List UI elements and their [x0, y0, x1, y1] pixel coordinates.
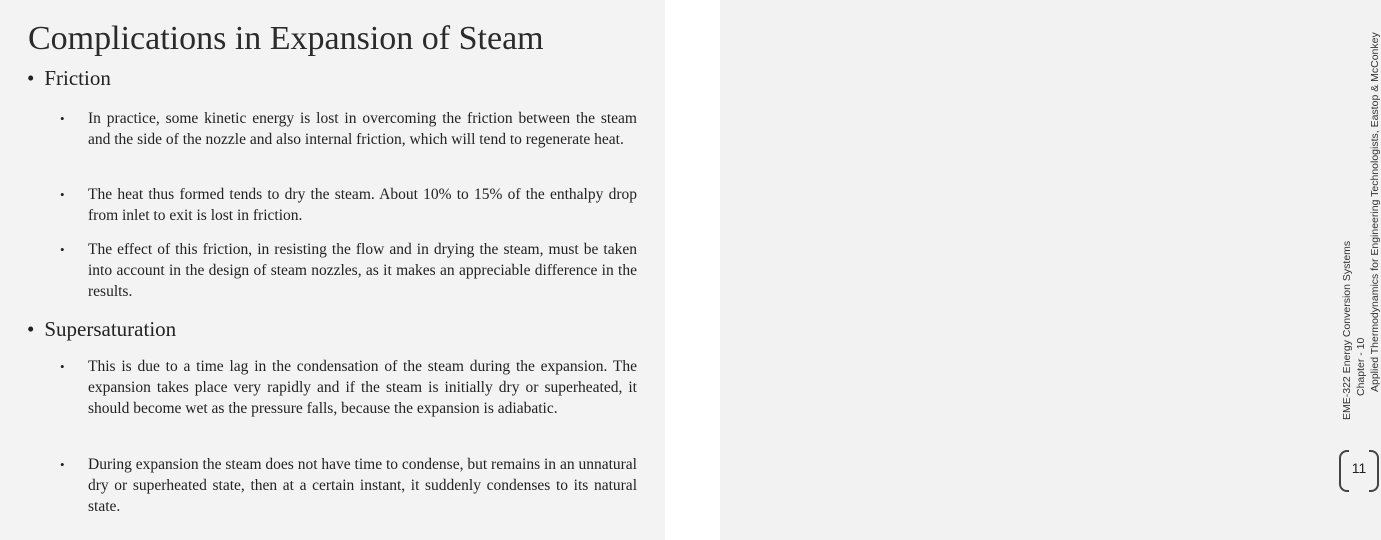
bullet-icon: •	[27, 66, 35, 90]
list-item	[60, 184, 637, 226]
list-item	[60, 108, 637, 150]
section-heading-supersaturation: • Supersaturation	[27, 317, 177, 341]
chapter-label: Chapter - 10	[1355, 337, 1367, 396]
list-item	[60, 356, 637, 419]
footer-sidebar	[665, 0, 1381, 540]
list-item	[60, 239, 637, 302]
bullet-icon: •	[60, 111, 65, 126]
list-item-text: The heat thus formed tends to dry the steam. About 10% to 15% of the enthalpy drop from inlet to exit is lost in friction.	[88, 186, 637, 224]
list-item	[60, 454, 637, 517]
section-heading-friction: • Friction	[27, 66, 111, 90]
bullet-icon: •	[60, 242, 65, 257]
slide-body	[0, 0, 665, 540]
course-label: EME-322 Energy Conversion Systems	[1341, 240, 1353, 420]
slide-title: Complications in Expansion of Steam	[28, 20, 544, 57]
page-number-badge	[1339, 450, 1379, 490]
bullet-icon: •	[27, 317, 35, 341]
list-item-text: In practice, some kinetic energy is lost in overcoming the friction between the steam and the side of the nozzle and also internal friction, which will tend to regenerate heat.	[88, 110, 637, 148]
list-item-text: During expansion the steam does not have time to condense, but remains in an unnatural dry or superheated state, then at a certain instant, it suddenly condenses to its natural state.	[88, 456, 637, 515]
list-item-text: The effect of this friction, in resisting the flow and in drying the steam, must be taken into account in the design of steam nozzles, as it makes an appreciable difference in the results.	[88, 241, 637, 300]
reference-label: Applied Thermodynamics for Engineering Technologists, Eastop & McConkey	[1369, 32, 1381, 392]
bullet-icon: •	[60, 457, 65, 472]
bullet-icon: •	[60, 359, 65, 374]
page-number: 11	[1351, 460, 1367, 476]
bullet-icon: •	[60, 187, 65, 202]
list-item-text: This is due to a time lag in the condensation of the steam during the expansion. The expansion takes place very rapidly and if the steam is initially dry or superheated, it should become wet as the pressure falls, because the expansion is adiabatic.	[88, 358, 637, 417]
